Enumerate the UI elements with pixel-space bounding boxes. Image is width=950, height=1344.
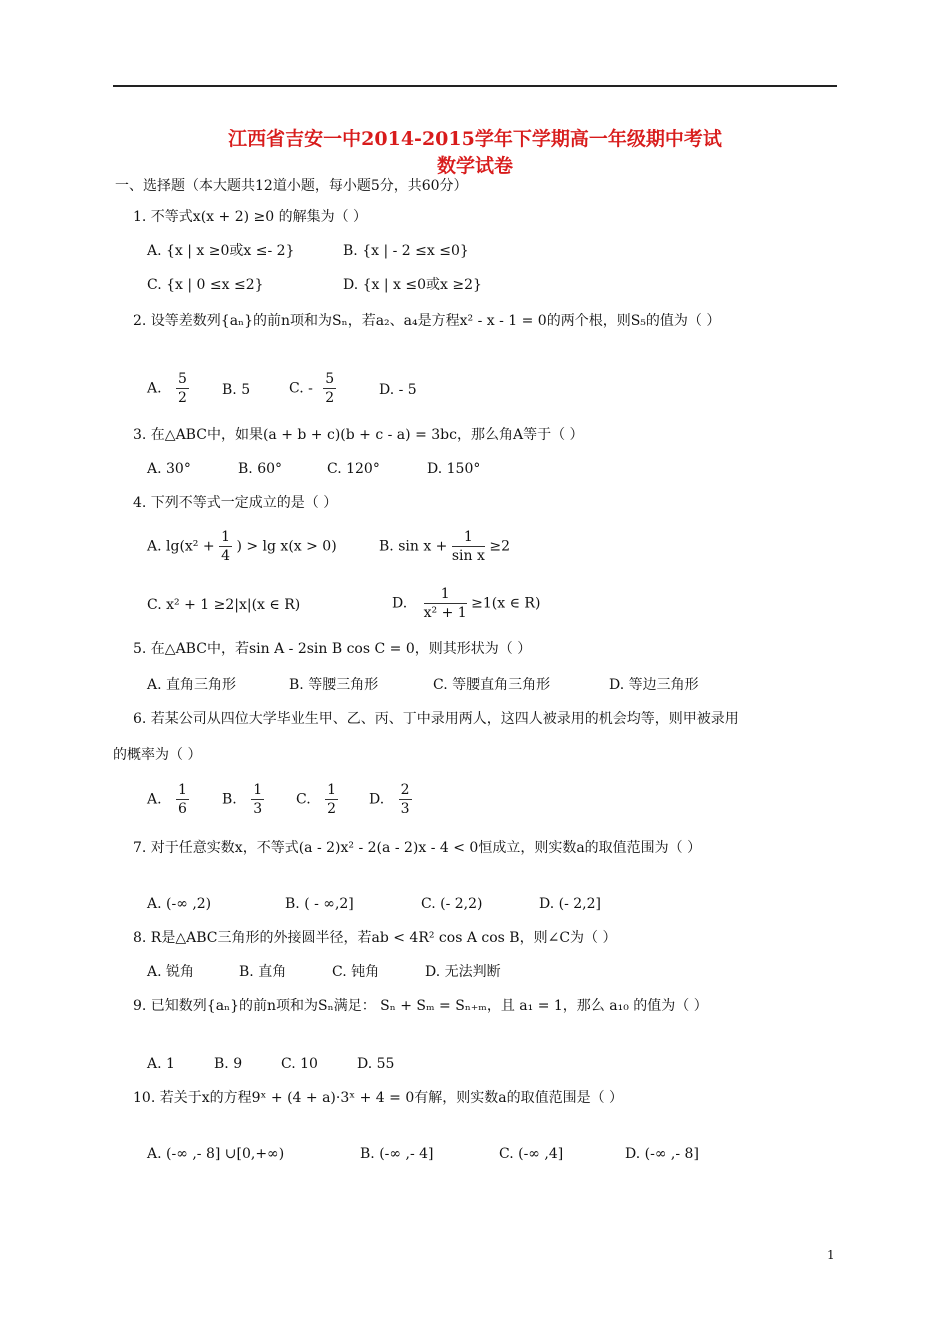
- question-5-option-a: A. 直角三角形: [147, 677, 237, 693]
- question-8-option-b: B. 直角: [239, 964, 287, 980]
- fraction: [176, 370, 189, 407]
- question-8-option-d: D. 无法判断: [425, 964, 501, 980]
- denominator: 4: [221, 548, 230, 564]
- denominator: 2: [178, 390, 187, 406]
- question-1-option-a: A. {x | x ≥0或x ≤- 2}: [147, 243, 295, 259]
- numerator: 2: [400, 782, 410, 798]
- question-6-stem-line2: 的概率为（ ）: [113, 747, 202, 763]
- question-7-option-b: B. ( - ∞,2]: [285, 896, 354, 912]
- option-label: B.: [222, 791, 237, 808]
- question-10-option-d: D. (-∞ ,- 8]: [625, 1146, 699, 1162]
- fraction: [219, 528, 232, 565]
- option-label: D.: [392, 595, 408, 612]
- question-3-option-c: C. 120°: [327, 461, 380, 477]
- question-3-stem: 3. 在△ABC中，如果(a + b + c)(b + c - a) = 3bc，那么角A等于（ ）: [133, 427, 584, 443]
- question-5-option-d: D. 等边三角形: [609, 677, 699, 693]
- question-9-option-a: A. 1: [147, 1056, 175, 1072]
- question-2-stem: 2. 设等差数列{aₙ}的前n项和为Sₙ，若a₂、a₄是方程x² - x - 1 = 0的两个根，则S₅的值为（ ）: [133, 313, 721, 329]
- numerator: 5: [325, 371, 335, 387]
- denominator: 2: [327, 801, 337, 817]
- question-3-option-b: B. 60°: [238, 461, 283, 477]
- question-1-stem: 1. 不等式x(x + 2) ≥0 的解集为（ ）: [133, 209, 368, 225]
- question-10-option-b: B. (-∞ ,- 4]: [360, 1146, 434, 1162]
- option-label: A.: [147, 380, 162, 397]
- fraction: [251, 781, 264, 818]
- question-3-option-d: D. 150°: [427, 461, 481, 477]
- question-2-option-a: [147, 370, 189, 407]
- question-9-option-c: C. 10: [281, 1056, 318, 1072]
- exam-subtitle: 数学试卷: [436, 155, 513, 177]
- option-label: C.: [296, 791, 311, 808]
- numerator: 1: [424, 585, 467, 604]
- fraction: [424, 585, 467, 622]
- denominator: 3: [253, 801, 263, 817]
- question-2-option-c: [289, 370, 336, 407]
- question-4-option-d: [392, 585, 540, 622]
- denominator: 6: [178, 801, 187, 817]
- question-1-option-c: C. {x | 0 ≤x ≤2}: [147, 277, 264, 293]
- option-text: ) > lg x(x > 0): [236, 538, 337, 555]
- numerator: 1: [178, 782, 187, 798]
- option-label: C. -: [289, 380, 313, 397]
- question-9-option-d: D. 55: [357, 1056, 395, 1072]
- question-8-stem: 8. R是△ABC三角形的外接圆半径，若ab < 4R² cos A cos B，则∠C为（ ）: [133, 930, 617, 946]
- numerator: 1: [253, 782, 263, 798]
- numerator: 1: [221, 529, 230, 545]
- fraction: [325, 781, 338, 818]
- question-10-option-a: A. (-∞ ,- 8] ∪[0,+∞): [147, 1146, 285, 1162]
- question-7-option-d: D. (- 2,2]: [539, 896, 601, 912]
- question-6-option-b: [222, 781, 264, 818]
- page-number: 1: [827, 1248, 835, 1262]
- question-3-option-a: A. 30°: [147, 461, 191, 477]
- question-7-stem: 7. 对于任意实数x，不等式(a - 2)x² - 2(a - 2)x - 4 < 0恒成立，则实数a的取值范围为（ ）: [133, 840, 702, 856]
- option-text: ≥2: [489, 538, 510, 555]
- denominator: 2: [325, 390, 335, 406]
- question-1-option-b: B. {x | - 2 ≤x ≤0}: [343, 243, 469, 259]
- exam-title: 江西省吉安一中2014-2015学年下学期高一年级期中考试: [228, 128, 722, 150]
- fraction: [452, 528, 485, 565]
- question-6-option-c: [296, 781, 338, 818]
- question-2-option-b: B. 5: [222, 382, 251, 398]
- question-6-stem-line1: 6. 若某公司从四位大学毕业生甲、乙、丙、丁中录用两人，这四人被录用的机会均等，则甲被录用: [133, 711, 739, 727]
- question-5-option-b: B. 等腰三角形: [289, 677, 379, 693]
- option-label: D.: [369, 791, 385, 808]
- question-7-option-a: A. (-∞ ,2): [147, 896, 212, 912]
- fraction: [323, 370, 336, 407]
- question-9-option-b: B. 9: [214, 1056, 243, 1072]
- numerator: 1: [327, 782, 337, 798]
- option-text: B. sin x +: [379, 538, 448, 555]
- numerator: 5: [178, 371, 187, 387]
- question-5-stem: 5. 在△ABC中，若sin A - 2sin B cos C = 0，则其形状为（ ）: [133, 641, 532, 657]
- question-4-option-a: [147, 528, 337, 565]
- denominator: x² + 1: [423, 605, 467, 621]
- question-2-option-d: D. - 5: [379, 382, 417, 398]
- question-4-option-b: [379, 528, 510, 565]
- question-4-stem: 4. 下列不等式一定成立的是（ ）: [133, 495, 338, 511]
- question-4-option-c: C. x² + 1 ≥2|x|(x ∈ R): [147, 597, 301, 613]
- option-label: A.: [147, 791, 162, 808]
- fraction: [399, 781, 412, 818]
- denominator: 3: [400, 801, 410, 817]
- option-text: ≥1(x ∈ R): [471, 595, 541, 612]
- question-6-option-d: [369, 781, 412, 818]
- header-rule: [113, 85, 837, 87]
- question-7-option-c: C. (- 2,2): [421, 896, 483, 912]
- section-heading: 一、选择题（本大题共12道小题，每小题5分，共60分）: [115, 178, 468, 194]
- numerator: 1: [452, 528, 485, 547]
- question-1-option-d: D. {x | x ≤0或x ≥2}: [343, 277, 482, 293]
- option-text: A. lg(x² +: [147, 538, 215, 555]
- question-8-option-c: C. 钝角: [332, 964, 380, 980]
- fraction: [176, 781, 189, 818]
- question-10-option-c: C. (-∞ ,4]: [499, 1146, 564, 1162]
- question-8-option-a: A. 锐角: [147, 964, 195, 980]
- question-9-stem: 9. 已知数列{aₙ}的前n项和为Sₙ满足： Sₙ + Sₘ = Sₙ₊ₘ，且 a₁ = 1，那么 a₁₀ 的值为（ ）: [133, 998, 708, 1014]
- denominator: sin x: [451, 548, 485, 564]
- question-5-option-c: C. 等腰直角三角形: [433, 677, 551, 693]
- question-6-option-a: [147, 781, 189, 818]
- question-10-stem: 10. 若关于x的方程9ˣ + (4 + a)·3ˣ + 4 = 0有解，则实数a的取值范围是（ ）: [133, 1090, 624, 1106]
